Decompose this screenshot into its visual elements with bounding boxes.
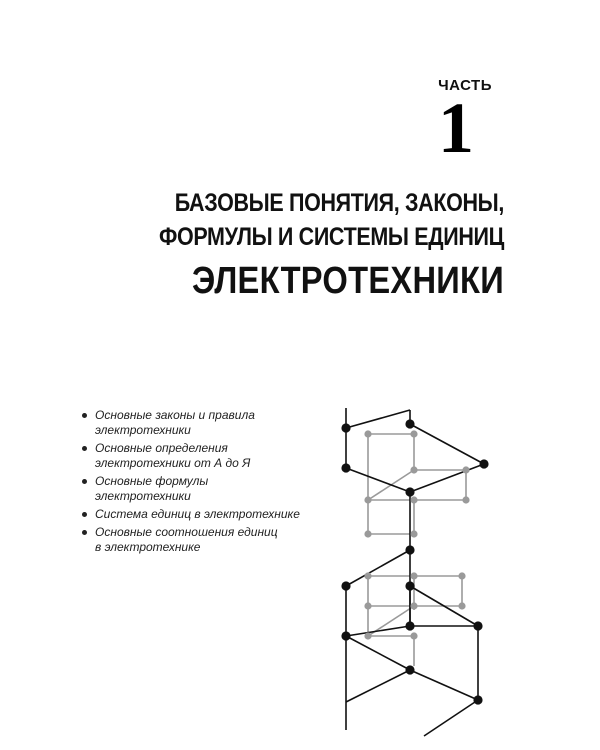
topic-text: Основные определения [95,441,228,455]
chapter-title [96,186,504,306]
part-number: 1 [438,88,474,168]
molecular-lattice-icon [318,400,508,740]
topics-list [82,408,342,558]
title-line-3: ЭЛЕКТРОТЕХНИКИ [192,260,504,302]
topic-text: электротехники [95,423,191,437]
list-item [82,525,342,555]
title-line-1: БАЗОВЫЕ ПОНЯТИЯ, ЗАКОНЫ, [174,189,504,217]
topic-text: Система единиц в электротехнике [95,507,300,521]
list-item [82,507,342,522]
topic-text: электротехники [95,489,191,503]
topic-text: электротехники от А до Я [95,456,251,470]
bullet-icon [82,479,87,484]
topic-text: в электротехнике [95,540,201,554]
bullet-icon [82,530,87,535]
bullet-icon [82,413,87,418]
bullet-icon [82,446,87,451]
bullet-icon [82,512,87,517]
topic-text: Основные соотношения единиц [95,525,278,539]
part-label: ЧАСТЬ [438,77,492,94]
title-line-2: ФОРМУЛЫ И СИСТЕМЫ ЕДИНИЦ [158,223,504,251]
list-item [82,474,342,504]
topic-text: Основные законы и правила [95,408,255,422]
list-item [82,408,342,438]
lattice-dark-atoms [341,419,488,704]
lattice-light-atoms [364,430,469,639]
list-item [82,441,342,471]
lattice-dark-bonds [346,408,484,736]
topic-text: Основные формулы [95,474,209,488]
